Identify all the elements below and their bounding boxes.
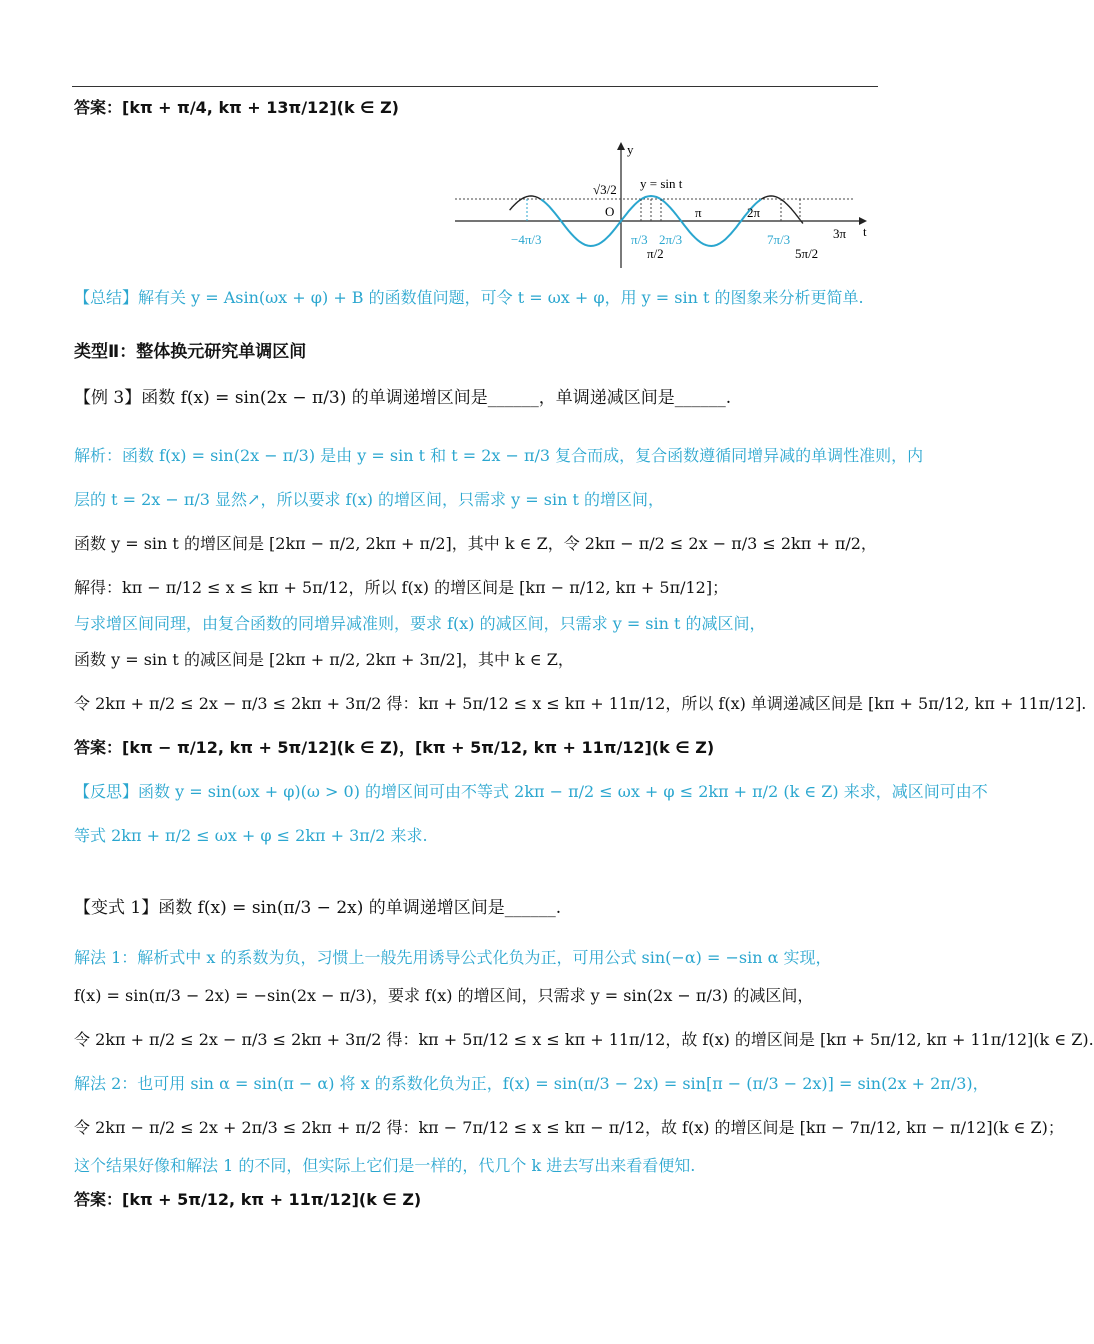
tick-pi2: π/2 (647, 246, 664, 261)
reflection-line-a: 【反思】函数 y = sin(ωx + φ)(ω > 0) 的增区间可由不等式 2kπ − π/2 ≤ ωx + φ ≤ 2kπ + π/2 (k ∈ Z) 来求，减区间可由不 (74, 782, 988, 801)
origin-label: O (605, 204, 615, 219)
example-3: 【例 3】函数 f(x) = sin(2x − π/3) 的单调递增区间是______，单调递减区间是______. (74, 388, 732, 408)
y-tick-label: √3/2 (593, 182, 617, 197)
tick-5pi2: 5π/2 (795, 246, 819, 261)
solution-line-f: 函数 y = sin t 的减区间是 [2kπ + π/2, 2kπ + 3π/2]，其中 k ∈ Z， (74, 650, 574, 669)
answer-example-3: 答案：[kπ − π/12, kπ + 5π/12](k ∈ Z)，[kπ + 5π/12, kπ + 11π/12](k ∈ Z) (74, 738, 715, 757)
sine-graph (455, 140, 875, 270)
reflection-line-b: 等式 2kπ + π/2 ≤ ωx + φ ≤ 2kπ + 3π/2 来求. (74, 826, 428, 845)
method-2-line-b: 令 2kπ − π/2 ≤ 2x + 2π/3 ≤ 2kπ + π/2 得：kπ − 7π/12 ≤ x ≤ kπ − π/12，故 f(x) 的增区间是 [kπ − 7π/12, kπ − π/12](k ∈ Z)； (74, 1118, 1064, 1137)
top-rule (72, 86, 878, 87)
solution-line-g: 令 2kπ + π/2 ≤ 2x − π/3 ≤ 2kπ + 3π/2 得：kπ + 5π/12 ≤ x ≤ kπ + 11π/12，所以 f(x) 单调递减区间是 [kπ + 5π/12, kπ + 11π/12]. (74, 694, 1087, 713)
method-1-line-a: 解法 1：解析式中 x 的系数为负，习惯上一般先用诱导公式化负为正，可用公式 sin(−α) = −sin α 实现， (74, 948, 832, 967)
curve-label: y = sin t (640, 176, 683, 191)
tick-7pi3: 7π/3 (767, 232, 791, 247)
answer-example-2: 答案：[kπ + π/4, kπ + 13π/12](k ∈ Z) (74, 98, 399, 117)
tick-pi: π (695, 205, 702, 220)
method-2-line-a: 解法 2：也可用 sin α = sin(π − α) 将 x 的系数化负为正，f(x) = sin(π/3 − 2x) = sin[π − (π/3 − 2x)] = sin(2x + 2π/3)， (74, 1074, 989, 1093)
y-label: y (627, 142, 634, 157)
solution-line-b: 层的 t = 2x − π/3 显然↗，所以要求 f(x) 的增区间，只需求 y = sin t 的增区间， (74, 490, 664, 509)
tick-pi3: π/3 (631, 232, 648, 247)
tick-2pi: 2π (747, 205, 761, 220)
t-label: t (863, 224, 867, 239)
solution-line-a: 解析：函数 f(x) = sin(2x − π/3) 是由 y = sin t 和 t = 2x − π/3 复合而成，复合函数遵循同增异减的单调性准则，内 (74, 446, 924, 465)
method-1-line-b: f(x) = sin(π/3 − 2x) = −sin(2x − π/3)，要求 f(x) 的增区间，只需求 y = sin(2x − π/3) 的减区间， (74, 986, 814, 1005)
tick-2pi3: 2π/3 (659, 232, 683, 247)
solution-line-d: 解得：kπ − π/12 ≤ x ≤ kπ + 5π/12，所以 f(x) 的增区间是 [kπ − π/12, kπ + 5π/12]； (74, 578, 729, 597)
answer-variant-1: 答案：[kπ + 5π/12, kπ + 11π/12](k ∈ Z) (74, 1190, 422, 1209)
method-1-line-c: 令 2kπ + π/2 ≤ 2x − π/3 ≤ 2kπ + 3π/2 得：kπ + 5π/12 ≤ x ≤ kπ + 11π/12，故 f(x) 的增区间是 [kπ + 5π/12, kπ + 11π/12](k ∈ Z). (74, 1030, 1094, 1049)
solution-line-e: 与求增区间同理，由复合函数的同增异减准则，要求 f(x) 的减区间，只需求 y = sin t 的减区间， (74, 614, 766, 633)
variant-1: 【变式 1】函数 f(x) = sin(π/3 − 2x) 的单调递增区间是______. (74, 898, 562, 918)
tick-neg-4pi3: −4π/3 (511, 232, 542, 247)
y-axis-arrow (617, 142, 625, 150)
solution-line-c: 函数 y = sin t 的增区间是 [2kπ − π/2, 2kπ + π/2]，其中 k ∈ Z，令 2kπ − π/2 ≤ 2x − π/3 ≤ 2kπ + π/2， (74, 534, 877, 553)
type-2-heading: 类型Ⅱ：整体换元研究单调区间 (74, 342, 307, 362)
summary: 【总结】解有关 y = Asin(ωx + φ) + B 的函数值问题，可令 t = ωx + φ，用 y = sin t 的图象来分析更简单. (74, 288, 864, 307)
method-2-line-c: 这个结果好像和解法 1 的不同，但实际上它们是一样的，代几个 k 进去写出来看看便知. (74, 1156, 696, 1175)
tick-3pi: 3π (833, 226, 847, 241)
